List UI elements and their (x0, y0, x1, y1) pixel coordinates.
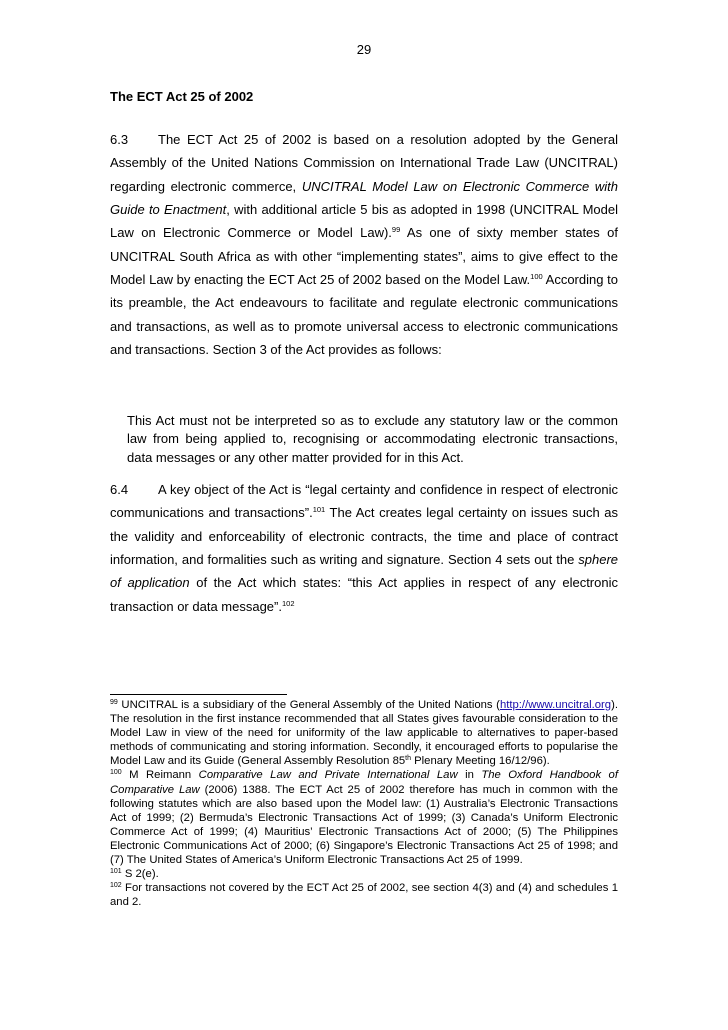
footnote-text: For transactions not covered by the ECT Act 25 of 2002, see section 4(3) and (4) and schedules 1 and 2. (110, 882, 618, 909)
paragraph-text: , with additional article 5 bis as adopted in 1998 (UNCITRAL Model Law on Electronic Commerce or Model Law). (110, 202, 618, 241)
footnote-text: S 2(e). (121, 868, 159, 881)
footnote-text: ). The resolution in the first instance recommended that all States gives favourable consideration to the Model Law in view of the need for uniformity of the law applicable to alternatives to paper-based methods of communicating and storing information. Secondly, it encouraged efforts to popularise the Model Law and its Guide (General Assembly Resolution 85 (110, 699, 618, 768)
block-quote: This Act must not be interpreted so as to exclude any statutory law or the common law from being applied to, recognising or accommodating electronic transactions, data messages or any other matter provided for in this Act. (127, 413, 618, 465)
footnote-text: Plenary Meeting 16/12/96). (410, 755, 550, 768)
footnote-reference[interactable]: 101 (312, 505, 326, 515)
model-law-title: UNCITRAL Model Law on Electronic Commerce with Guide to Enactment (110, 178, 618, 218)
italic-phrase: sphere of application (110, 552, 618, 591)
cited-title: The Oxford Handbook of Comparative Law (110, 769, 618, 796)
footnote-102 (110, 881, 618, 909)
paragraph-text: A key object of the Act is “legal certainty and confidence in respect of electronic communications and transactions”. (110, 482, 618, 521)
paragraph-number: 6.3 (110, 132, 129, 147)
footnote-mark: 99 (110, 699, 118, 706)
paragraph-text: The Act creates legal certainty on issues such as the validity and enforceability of electronic contracts, the time and place of contract information, and formalities such as writing and signature. Section 4 sets out the (110, 505, 618, 568)
footnote-text: UNCITRAL is a subsidiary of the General Assembly of the United Nations ( (117, 699, 500, 711)
footnote-text: in (457, 769, 482, 782)
ordinal-suffix: th (405, 755, 411, 763)
paragraph-6-4 (110, 478, 618, 618)
footnote-mark: 100 (110, 769, 122, 777)
footnote-separator (110, 694, 287, 695)
page-number: 29 (356, 42, 372, 57)
footnote-100 (110, 768, 618, 867)
footnote-reference[interactable]: 100 (530, 272, 543, 282)
paragraph-6-3 (110, 128, 618, 361)
paragraph-text: of the Act which states: “this Act applies in respect of any electronic transaction or data message”. (110, 575, 618, 614)
paragraph-text: As one of sixty member states of UNCITRAL South Africa as with other “implementing states”, aims to give effect to the Model Law by enacting the ECT Act 25 of 2002 based on the Model Law. (110, 225, 618, 288)
paragraph-number: 6.4 (110, 482, 129, 497)
footnote-reference[interactable]: 99 (391, 225, 401, 235)
footnote-mark: 102 (110, 882, 122, 890)
footnote-reference[interactable]: 102 (281, 598, 295, 608)
cited-title: Comparative Law and Private International Law (198, 769, 458, 782)
footnote-text: M Reimann (121, 769, 199, 782)
footnote-text: (2006) 1388. The ECT Act 25 of 2002 therefore has much in common with the following statutes which are also based upon the Model law: (1) Australia’s Electronic Transactions Act of 1999; (2) Bermuda’s Electronic Transactions Act of 1999; (3) Canada’s Uniform Electronic Commerce Act of 1999; (4) Mauritius’ Electronic Transactions Act of 2000; (5) The Philippines Electronic Communications Act of 2000; (6) Singapore’s Electronic Transactions Act 25 of 1998; and (7) The United States of America’s Uniform Electronic Transactions Act 25 of 1999. (110, 783, 618, 867)
paragraph-text: According to its preamble, the Act endeavours to facilitate and regulate electronic communications and transactions, as well as to promote universal access to electronic communications and transactions. Section 3 of the Act provides as follows: (110, 272, 619, 358)
section-heading: The ECT Act 25 of 2002 (110, 89, 254, 104)
uncitral-link[interactable]: http://www.uncitral.org (499, 699, 612, 711)
paragraph-text: The ECT Act 25 of 2002 is based on a resolution adopted by the General Assembly of the United Nations Commission on International Trade Law (UNCITRAL) regarding electronic commerce, (110, 132, 618, 194)
footnotes (110, 698, 618, 909)
footnote-mark: 101 (110, 868, 122, 876)
footnote-101 (110, 867, 618, 881)
footnote-99 (110, 698, 618, 768)
